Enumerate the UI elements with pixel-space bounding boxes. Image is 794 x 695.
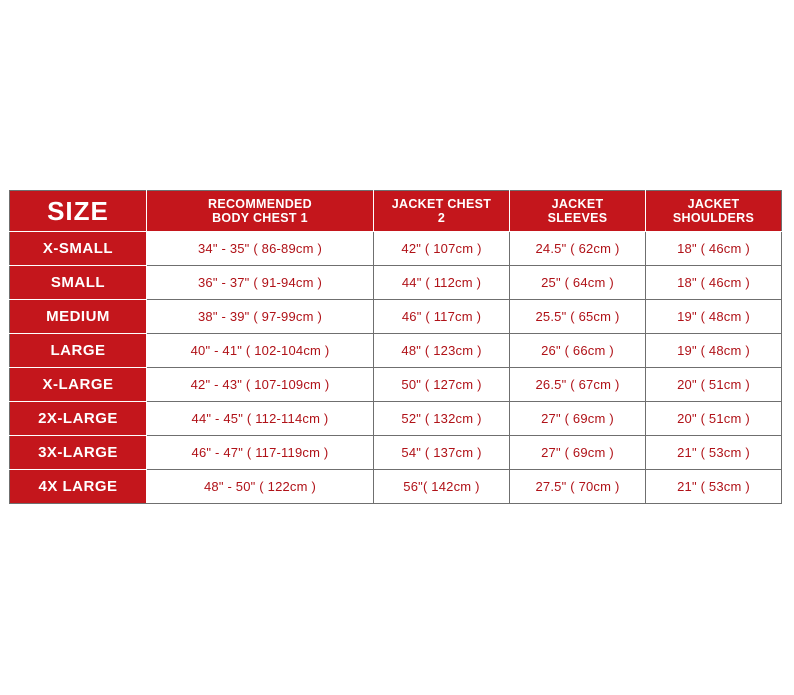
header-size-label: SIZE — [47, 196, 109, 226]
jacket-chest-value: 54" ( 137cm ) — [374, 436, 510, 470]
jacket-sleeves-value: 27" ( 69cm ) — [510, 402, 646, 436]
body-chest-value: 44" - 45" ( 112-114cm ) — [147, 402, 374, 436]
size-label: 4X LARGE — [10, 470, 147, 504]
size-label: 2X-LARGE — [10, 402, 147, 436]
jacket-chest-value: 52" ( 132cm ) — [374, 402, 510, 436]
header-jacket-chest — [374, 191, 510, 232]
body-chest-value: 36" - 37" ( 91-94cm ) — [147, 266, 374, 300]
jacket-shoulders-value: 19" ( 48cm ) — [646, 334, 782, 368]
header-jacket-shoulders — [646, 191, 782, 232]
header-recommended-body-chest-label: RECOMMENDED BODY CHEST 1 — [208, 197, 312, 225]
table-row — [10, 300, 782, 334]
table-row — [10, 266, 782, 300]
jacket-chest-value: 56"( 142cm ) — [374, 470, 510, 504]
header-size — [10, 191, 147, 232]
jacket-shoulders-value: 21" ( 53cm ) — [646, 436, 782, 470]
jacket-shoulders-value: 20" ( 51cm ) — [646, 402, 782, 436]
size-label: SMALL — [10, 266, 147, 300]
header-row — [10, 191, 782, 232]
header-jacket-sleeves — [510, 191, 646, 232]
jacket-shoulders-value: 19" ( 48cm ) — [646, 300, 782, 334]
size-label: LARGE — [10, 334, 147, 368]
table-row — [10, 334, 782, 368]
jacket-chest-value: 46" ( 117cm ) — [374, 300, 510, 334]
body-chest-value: 38" - 39" ( 97-99cm ) — [147, 300, 374, 334]
jacket-chest-value: 48" ( 123cm ) — [374, 334, 510, 368]
body-chest-value: 42" - 43" ( 107-109cm ) — [147, 368, 374, 402]
table-row — [10, 368, 782, 402]
size-label: MEDIUM — [10, 300, 147, 334]
header-jacket-sleeves-label: JACKET SLEEVES — [547, 197, 608, 225]
header-recommended-body-chest — [147, 191, 374, 232]
body-chest-value: 46" - 47" ( 117-119cm ) — [147, 436, 374, 470]
header-jacket-chest-label: JACKET CHEST 2 — [391, 197, 492, 225]
table-row — [10, 402, 782, 436]
jacket-shoulders-value: 18" ( 46cm ) — [646, 232, 782, 266]
jacket-sleeves-value: 27" ( 69cm ) — [510, 436, 646, 470]
jacket-sleeves-value: 27.5" ( 70cm ) — [510, 470, 646, 504]
size-label: 3X-LARGE — [10, 436, 147, 470]
jacket-sleeves-value: 25.5" ( 65cm ) — [510, 300, 646, 334]
jacket-shoulders-value: 21" ( 53cm ) — [646, 470, 782, 504]
body-chest-value: 48" - 50" ( 122cm ) — [147, 470, 374, 504]
jacket-chest-value: 44" ( 112cm ) — [374, 266, 510, 300]
jacket-sleeves-value: 25" ( 64cm ) — [510, 266, 646, 300]
table-row — [10, 470, 782, 504]
body-chest-value: 40" - 41" ( 102-104cm ) — [147, 334, 374, 368]
body-chest-value: 34" - 35" ( 86-89cm ) — [147, 232, 374, 266]
jacket-shoulders-value: 18" ( 46cm ) — [646, 266, 782, 300]
jacket-shoulders-value: 20" ( 51cm ) — [646, 368, 782, 402]
jacket-sleeves-value: 26" ( 66cm ) — [510, 334, 646, 368]
header-jacket-shoulders-label: JACKET SHOULDERS — [672, 197, 755, 225]
table-row — [10, 232, 782, 266]
size-label: X-SMALL — [10, 232, 147, 266]
jacket-chest-value: 50" ( 127cm ) — [374, 368, 510, 402]
jacket-sleeves-value: 26.5" ( 67cm ) — [510, 368, 646, 402]
jacket-sleeves-value: 24.5" ( 62cm ) — [510, 232, 646, 266]
size-label: X-LARGE — [10, 368, 147, 402]
size-chart-table — [9, 190, 782, 504]
jacket-chest-value: 42" ( 107cm ) — [374, 232, 510, 266]
table-row — [10, 436, 782, 470]
